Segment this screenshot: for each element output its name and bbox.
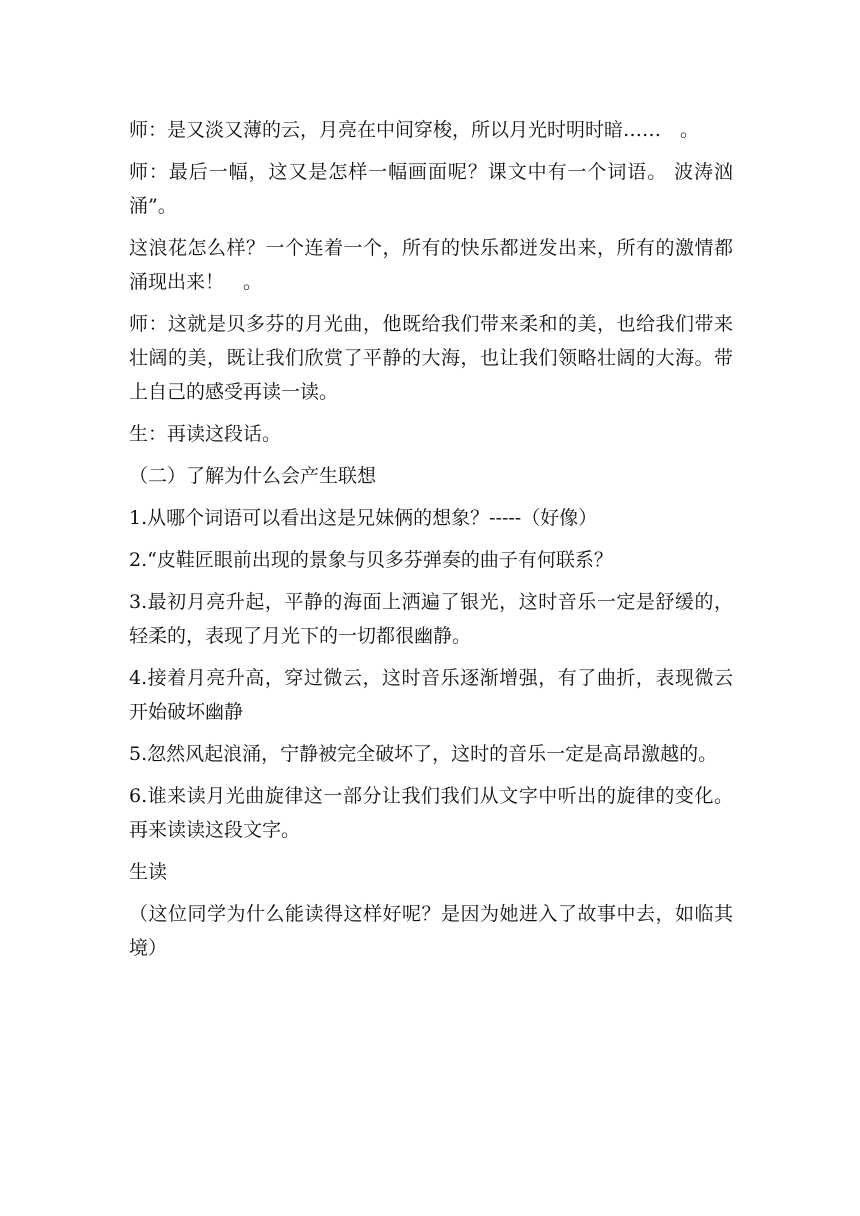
paragraph-teacher-last-picture: 师：最后一幅，这又是怎样一幅画面呢？课文中有一个词语。 波涛汹涌”。 (129, 161, 733, 217)
list-item-4: 4.接着月亮升高，穿过微云，这时音乐逐渐增强，有了曲折，表现微云开始破坏幽静 (129, 667, 733, 723)
paragraph-closing-remark: （这位同学为什么能读得这样好呢？是因为她进入了故事中去，如临其境） (129, 903, 733, 959)
list-item-3: 3.最初月亮升起，平静的海面上洒遍了银光，这时音乐一定是舒缓的，轻柔的，表现了月光下的一切都很幽静。 (129, 591, 733, 647)
list-item-5: 5.忽然风起浪涌，宁静被完全破坏了，这时的音乐一定是高昂激越的。 (129, 743, 718, 765)
paragraph-teacher-moonlight-sonata: 师：这就是贝多芬的月光曲，他既给我们带来柔和的美，也给我们带来壮阔的美，既让我们欣赏了平静的大海，也让我们领略壮阔的大海。带上自己的感受再读一读。 (129, 313, 733, 403)
list-item-6: 6.谁来读月光曲旋律这一部分让我们我们从文字中听出的旋律的变化。再来读读这段文字。 (129, 785, 733, 841)
section-heading-association: （二）了解为什么会产生联想 (129, 465, 377, 487)
paragraph-teacher-clouds: 师：是又淡又薄的云，月亮在中间穿梭，所以月光时明时暗…… 。 (129, 119, 700, 141)
document-body (129, 113, 733, 973)
list-item-2: 2.“皮鞋匠眼前出现的景象与贝多芬弹奏的曲子有何联系？ (129, 549, 613, 571)
list-item-1: 1.从哪个词语可以看出这是兄妹俩的想象？-----（好像） (129, 507, 598, 529)
paragraph-waves: 这浪花怎么样？一个连着一个，所有的快乐都迸发出来，所有的激情都涌现出来！ 。 (129, 237, 733, 293)
paragraph-student-reread: 生：再读这段话。 (129, 423, 282, 445)
paragraph-student-reads: 生读 (129, 861, 168, 883)
